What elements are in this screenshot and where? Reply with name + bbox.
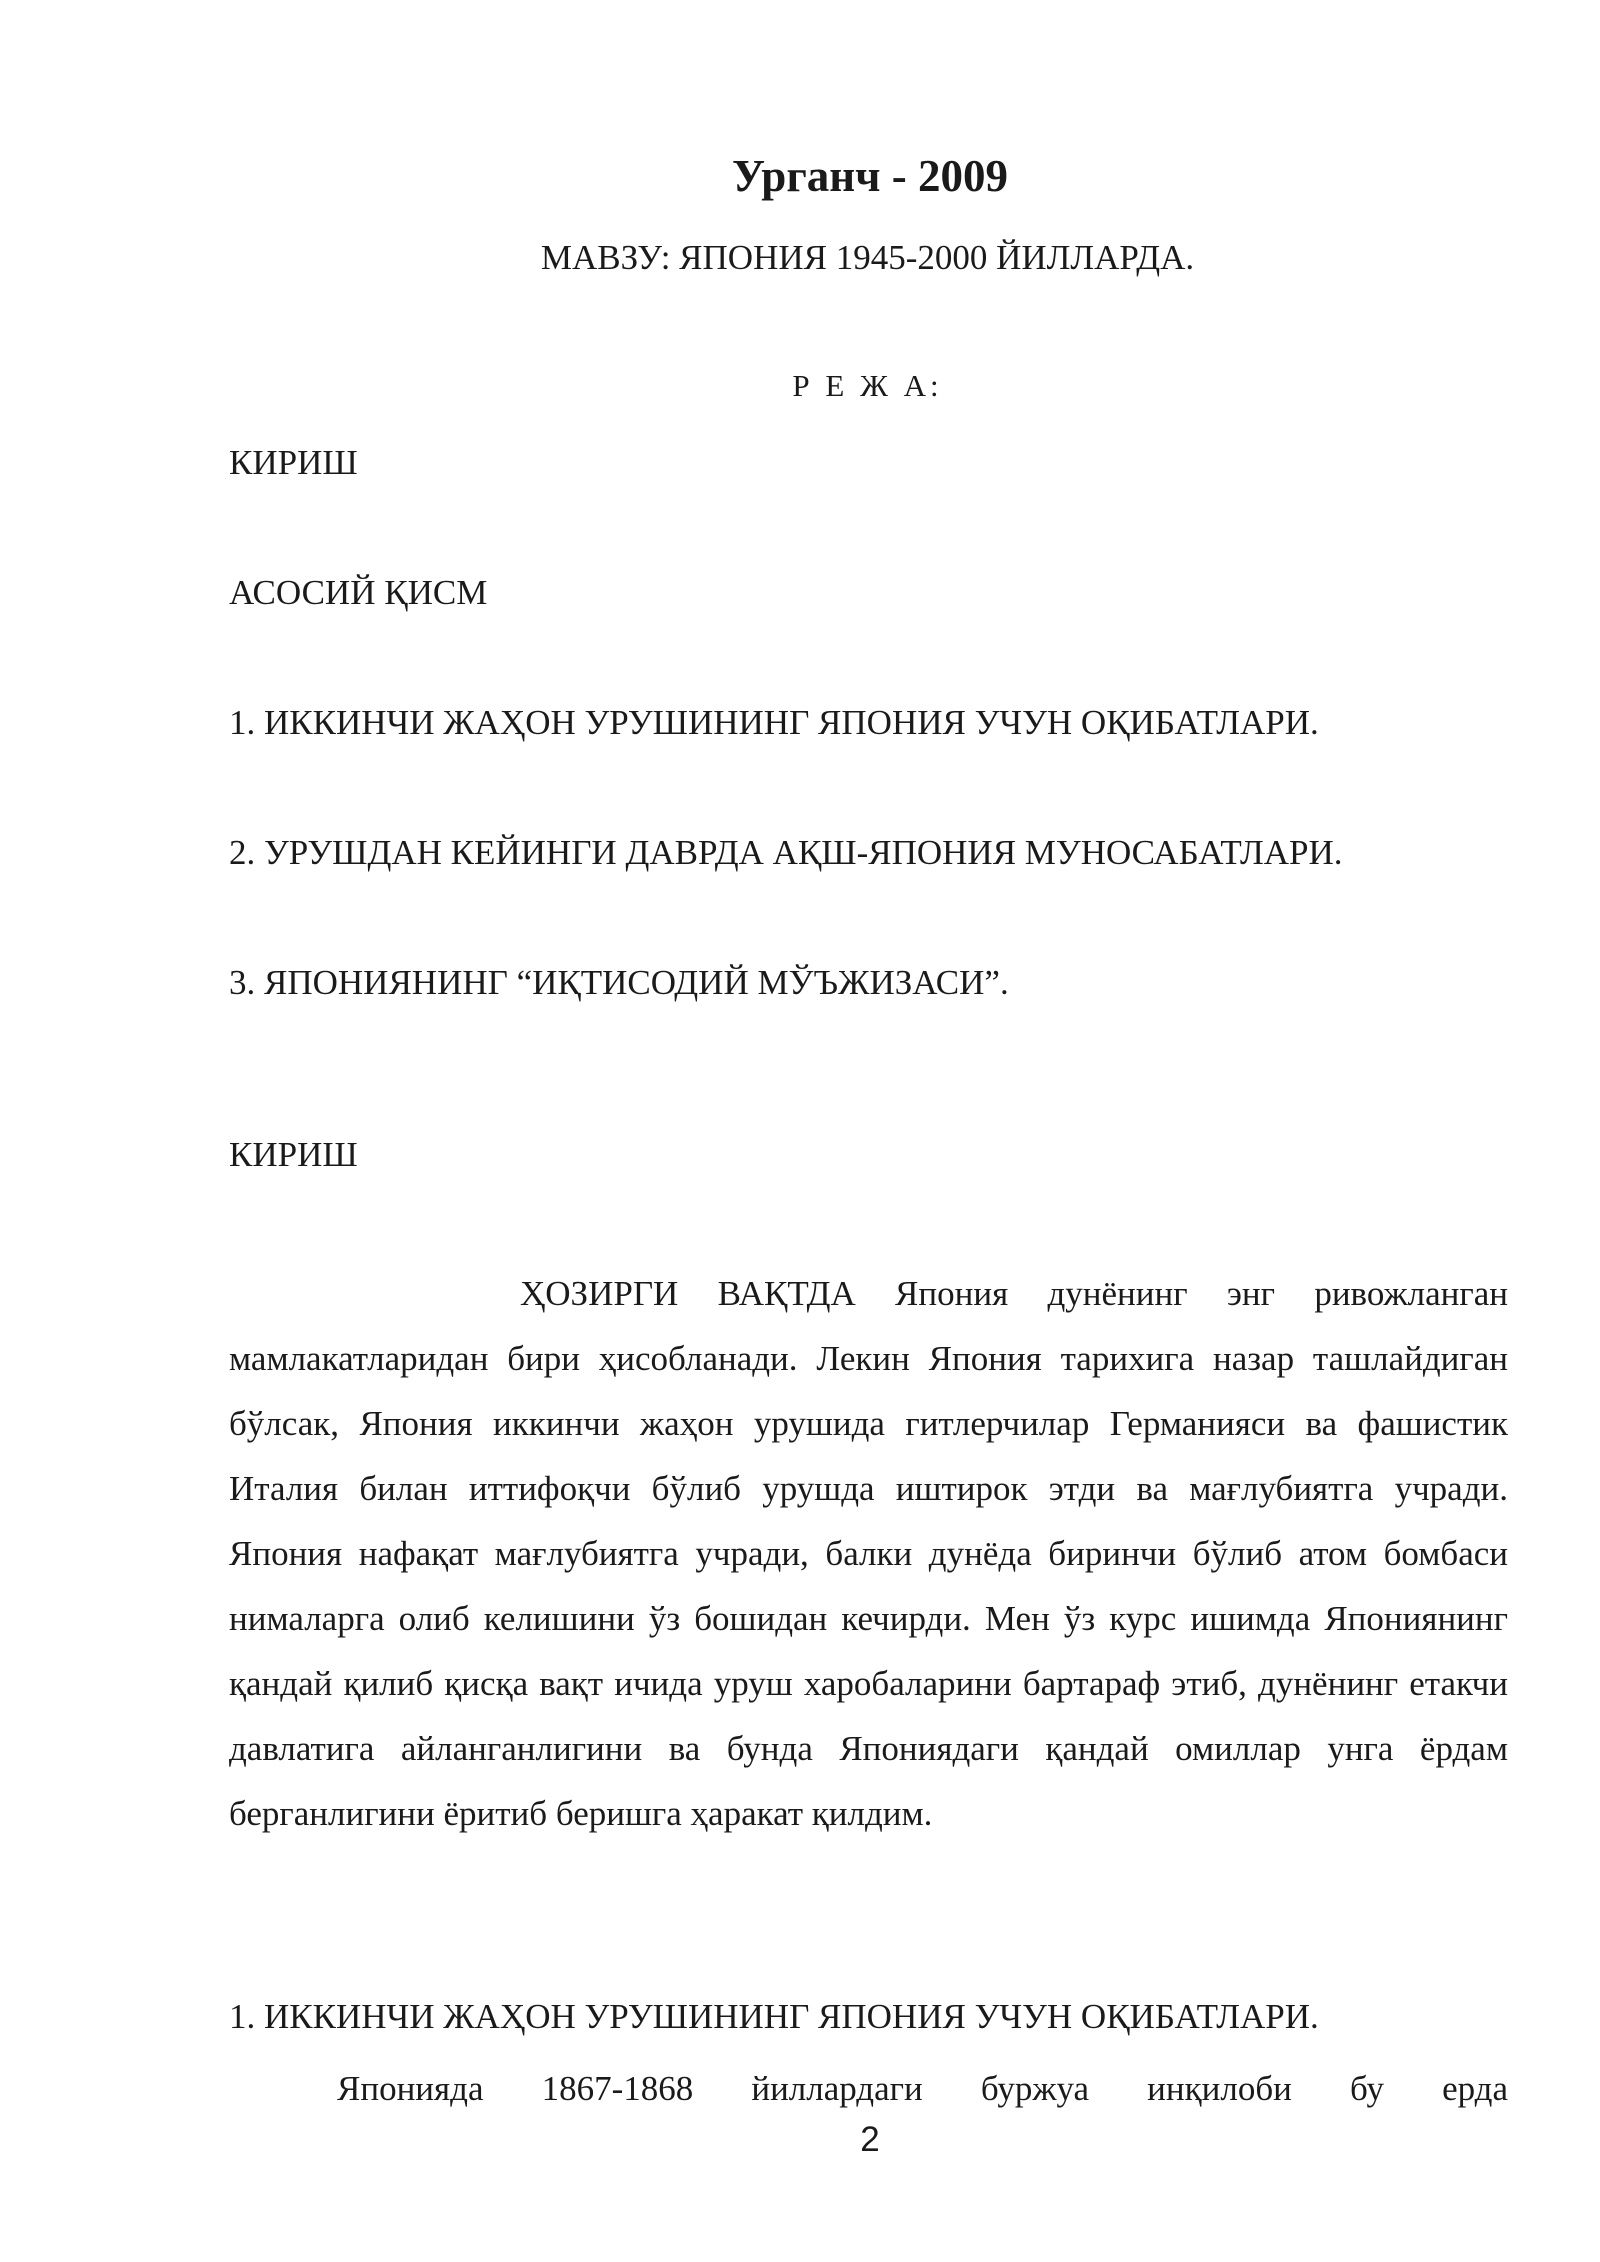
section-1-heading: 1. ИККИНЧИ ЖАҲОН УРУШИНИНГ ЯПОНИЯ УЧУН ОҚИБАТЛАРИ. (229, 1997, 1319, 2036)
section-1-paragraph-start: Японияда 1867-1868 йиллардаги буржуа инқилоби бу ерда (337, 2069, 1508, 2108)
toc-main-part: АСОСИЙ ҚИСМ (229, 573, 488, 612)
intro-paragraph: ҲОЗИРГИ ВАҚТДА Япония дунёнинг энг ривожланган мамлакатларидан бири ҳисобланади. Лекин Япония тарихига назар ташлайдиган бўлсак, Япония иккинчи жаҳон урушида гитлерчилар Германияси ва фашистик Италия билан иттифоқчи бўлиб урушда иштирок этди ва мағлубиятга учради. Япония нафақат мағлубиятга учради, балки дунёда биринчи бўлиб атом бомбаси нималарга олиб келишини ўз бошидан кечирди. Мен ўз курс ишимда Япониянинг қандай қилиб қисқа вақт ичида уруш харобаларини бартараф этиб, дунёнинг етакчи давлатига айланганлигини ва бунда Япониядаги қандай омиллар унга ёрдам берганлигини ёритиб беришга ҳаракат қилдим. (229, 1274, 1508, 1833)
toc-item-2: 2. УРУШДАН КЕЙИНГИ ДАВРДА АҚШ-ЯПОНИЯ МУНОСАБАТЛАРИ. (229, 833, 1343, 872)
page-number: 2 (860, 2120, 880, 2159)
intro-heading: КИРИШ (229, 1135, 358, 1174)
topic-title: МАВЗУ: ЯПОНИЯ 1945-2000 ЙИЛЛАРДА. (540, 238, 1195, 277)
city-year-title: Урганч - 2009 (731, 151, 1009, 201)
plan-label: Р Е Ж А: (792, 368, 943, 403)
toc-item-3: 3. ЯПОНИЯНИНГ “ИҚТИСОДИЙ МЎЪЖИЗАСИ”. (229, 963, 1009, 1002)
toc-item-1: 1. ИККИНЧИ ЖАҲОН УРУШИНИНГ ЯПОНИЯ УЧУН ОҚИБАТЛАРИ. (229, 703, 1319, 742)
toc-intro: КИРИШ (229, 443, 358, 482)
